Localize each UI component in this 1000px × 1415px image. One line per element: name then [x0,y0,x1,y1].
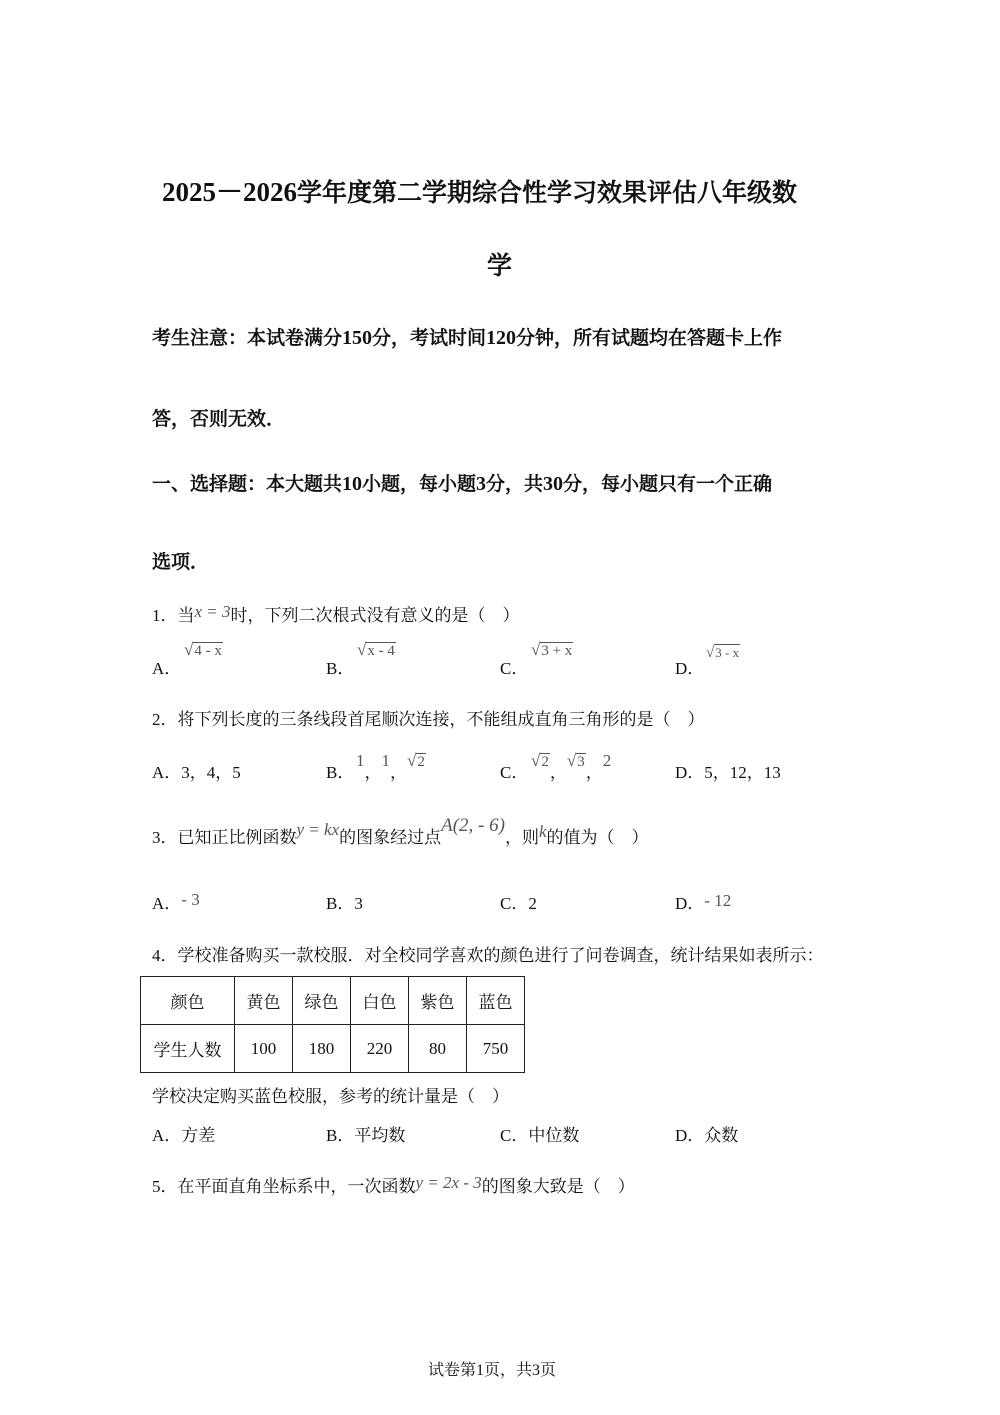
option-c [500,889,537,914]
table-row [141,1025,525,1073]
option-value: 3 [354,894,363,913]
question-number: 1． [152,606,178,625]
question-number: 5． [152,1177,178,1196]
option-text: 平均数 [354,1126,406,1146]
math-number: 2 [602,751,612,770]
question-5 [152,1172,635,1197]
page-title-line1 [162,170,797,209]
table-header-cell: 颜色 [141,977,235,1025]
option-letter: A． [152,659,182,678]
question-text: 学校准备购买一款校服．对全校同学喜欢的颜色进行了问卷调查，统计结果如表所示： [177,946,824,966]
section-total: 30 [543,473,564,495]
option-c [500,654,528,679]
footer-page-number: 1 [476,1362,485,1379]
option-letter: C． [500,763,529,782]
radicand: x - 4 [367,643,395,659]
notice-text: 分，考试时间 [372,327,487,349]
footer-text: 页，共 [484,1360,533,1379]
footer-total-pages: 3 [532,1362,541,1379]
sqrt-expression: √x - 4 [357,640,395,659]
question-4-followup [152,1082,509,1107]
math-expression: y = 2x - 3 [415,1173,482,1192]
radicand: 3 - x [715,645,740,660]
question-text: 的图象大致是（ ） [481,1177,635,1197]
option-b [326,654,354,679]
option-letter: B． [326,763,355,782]
sqrt-expression: √3 - x [706,645,740,661]
exam-notice [152,323,782,350]
radicand: 2 [417,754,425,770]
table-cell: 学生人数 [141,1025,235,1073]
table-header-cell: 紫色 [409,977,467,1025]
radicand: 3 [577,754,585,770]
option-b [326,1121,405,1146]
section-text: 分，共 [486,473,544,495]
notice-score: 150 [342,327,373,349]
table-header-cell: 黄色 [235,977,293,1025]
question-text: 已知正比例函数 [177,828,297,848]
table-cell: 80 [409,1025,467,1073]
radicand: 4 - x [194,643,222,659]
notice-text: 分钟，所有试题均在答题卡上作 [516,327,783,349]
option-text: 3，4，5 [181,763,241,782]
question-4 [152,941,824,966]
option-a [152,889,200,914]
option-letter: A． [152,763,182,782]
table-header-cell: 蓝色 [467,977,525,1025]
section-heading-line2 [152,547,209,574]
statistics-table [140,976,525,1073]
section-heading [152,469,772,496]
table-row [141,977,525,1025]
option-d [675,1121,738,1146]
section-count: 10 [342,473,363,495]
footer-text: 试卷第 [428,1360,477,1379]
title-line2-text: 学 [487,251,513,280]
question-number: 4． [152,946,178,965]
option-letter: C． [500,894,529,913]
option-letter: D． [675,894,705,913]
option-text: 中位数 [528,1126,580,1146]
footer-text: 页 [540,1360,557,1379]
table-cell: 180 [293,1025,351,1073]
question-text: 时，下列二次根式没有意义的是（ ） [230,606,520,626]
option-letter: D． [675,659,705,678]
option-letter: B． [326,1126,355,1145]
math-number: 1 [356,751,365,770]
notice-text: 答，否则无效． [152,408,286,430]
page-footer [428,1357,556,1380]
option-letter: C． [500,659,529,678]
option-letter: A． [152,1126,182,1145]
option-b [326,758,354,783]
math-expression: x = 3 [194,602,231,621]
math-number: 1 [381,751,390,770]
table-cell: 750 [467,1025,525,1073]
radicand: 3 + x [541,643,573,659]
option-b-values: 1，1，√2 [356,751,425,783]
section-text: 一、选择题：本大题共 [152,473,343,495]
math-expression: A(2, - 6) [441,815,505,836]
option-text: 5，12，13 [704,763,781,782]
option-d [675,889,731,914]
option-value: - 12 [704,891,732,910]
option-a [152,758,241,783]
option-c-values: √2，√3，2 [531,751,612,783]
title-text: 学年度第二学期综合性学习效果评估八年级数 [297,178,798,207]
notice-time: 120 [486,327,517,349]
question-text: 的值为（ ） [546,828,649,848]
option-text: 众数 [704,1126,739,1146]
option-a [152,1121,215,1146]
title-years: 2025－2026 [162,177,297,207]
question-3 [152,815,649,849]
option-a [152,654,181,679]
question-1 [152,601,520,626]
question-2 [152,705,705,730]
math-expression: y = kx [296,820,340,839]
option-text: 方差 [181,1126,216,1146]
math-expression: k [538,822,547,841]
option-d [675,758,781,783]
page-title-line2 [487,246,512,282]
question-text: 将下列长度的三条线段首尾顺次连接，不能组成直角三角形的是（ ） [177,710,705,730]
radicand: 2 [541,754,549,770]
option-letter: D． [675,1126,705,1145]
question-text: 当 [177,606,195,626]
sqrt-expression: √4 - x [184,640,222,659]
section-text: 选项． [152,551,210,573]
exam-notice-line2 [152,404,285,431]
option-d [675,654,704,679]
question-text: 的图象经过点 [339,828,442,848]
table-header-cell: 绿色 [293,977,351,1025]
section-text: 小题，每小题 [362,473,477,495]
question-text: 学校决定购买蓝色校服，参考的统计量是（ ） [152,1087,509,1107]
option-value: - 3 [181,890,200,909]
question-number: 2． [152,710,178,729]
option-value: 2 [528,894,537,913]
table-cell: 100 [235,1025,293,1073]
option-c [500,1121,579,1146]
option-letter: A． [152,894,182,913]
table-cell: 220 [351,1025,409,1073]
question-text: 在平面直角坐标系中，一次函数 [177,1177,416,1197]
option-letter: D． [675,763,705,782]
option-letter: B． [326,894,355,913]
sqrt-expression: √3 + x [531,640,573,659]
table-header-cell: 白色 [351,977,409,1025]
question-text: ，则 [504,828,539,848]
notice-text: 考生注意：本试卷满分 [152,327,343,349]
option-b [326,889,363,914]
section-each: 3 [476,473,487,495]
question-number: 3． [152,828,178,847]
option-c [500,758,528,783]
option-letter: B． [326,659,355,678]
option-letter: C． [500,1126,529,1145]
section-text: 分，每小题只有一个正确 [563,473,773,495]
